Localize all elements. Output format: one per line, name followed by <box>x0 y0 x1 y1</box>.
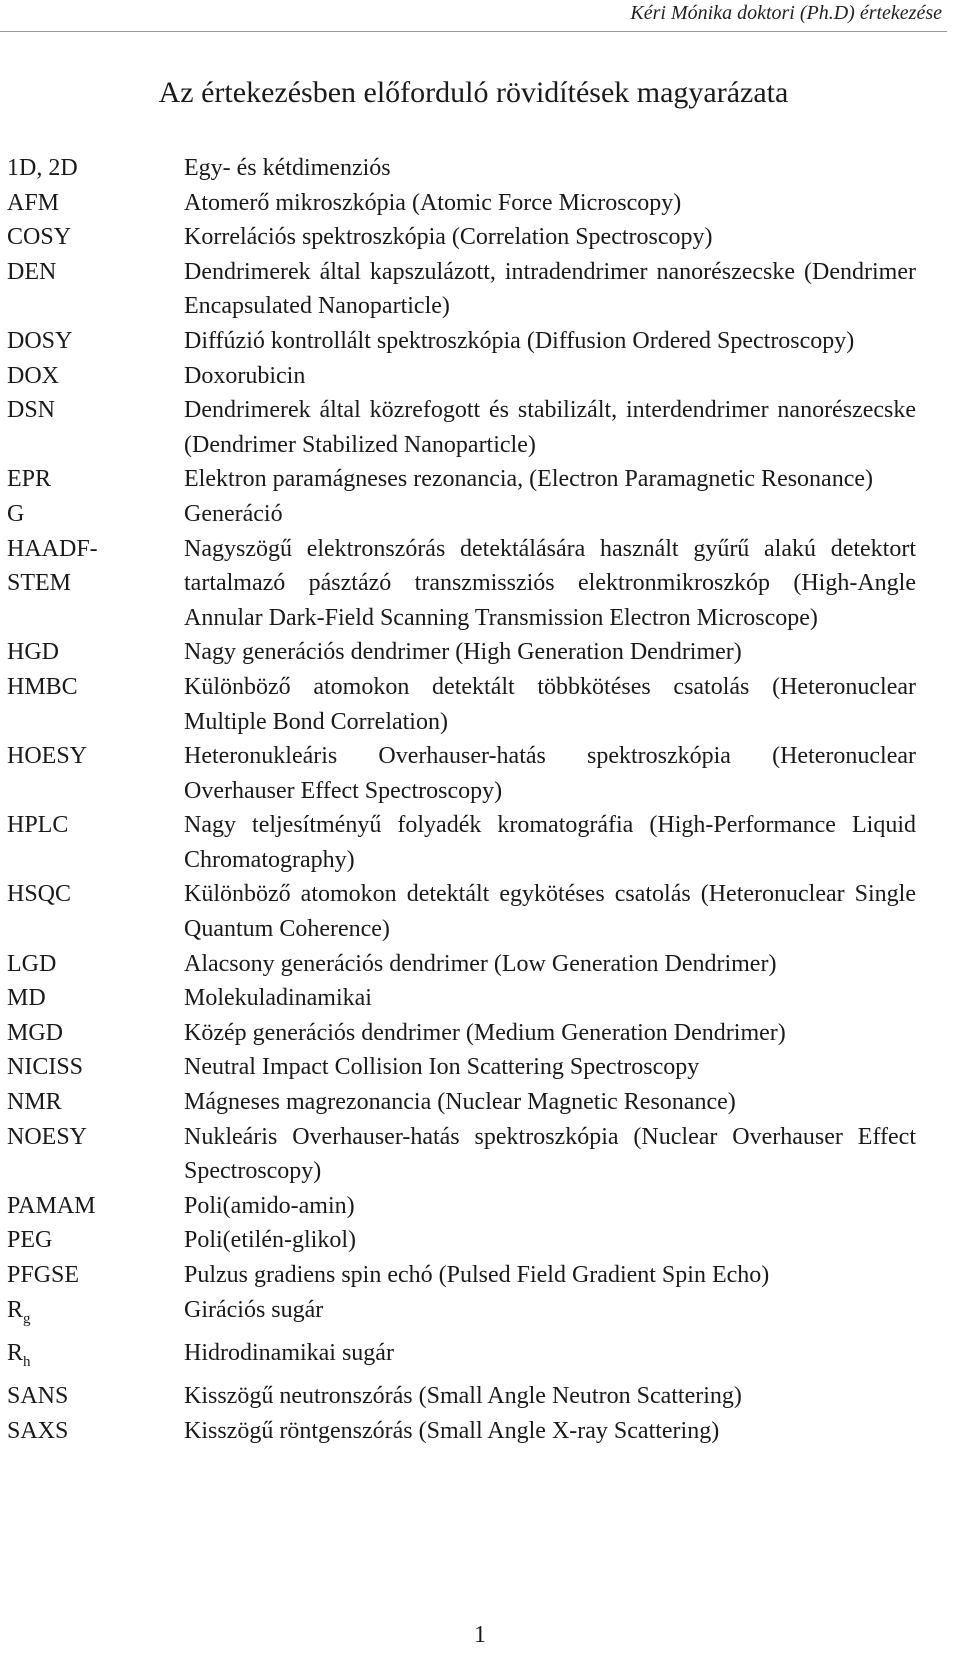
abbreviation-term: NOESY <box>7 1123 88 1150</box>
header-rule <box>0 31 947 32</box>
abbreviation-definition: Girációs sugár <box>184 1296 324 1323</box>
abbreviation-definition: Egy- és kétdimenziós <box>184 155 391 181</box>
abbreviation-definition: Doxorubicin <box>184 362 306 389</box>
abbreviation-definition: Dendrimerek által kapszulázott, intradendrimer nanorészecske (Dendrimer Encapsulated Nanoparticle) <box>184 258 916 320</box>
abbreviation-term: NICISS <box>7 1054 84 1081</box>
abbreviation-entry <box>0 1016 960 1051</box>
abbreviation-term: 1D, 2D <box>7 155 78 181</box>
abbreviation-term: PAMAM <box>7 1192 96 1219</box>
abbreviation-entry <box>0 255 960 324</box>
abbreviation-term: LGD <box>7 950 57 977</box>
abbreviation-term: DEN <box>7 258 57 285</box>
abbreviation-entry <box>0 1293 960 1336</box>
abbreviation-entry <box>0 462 960 497</box>
abbreviation-definition: Különböző atomokon detektált többkötéses csatolás (Heteronuclear Multiple Bond Correlation) <box>184 673 916 735</box>
abbreviation-definition: Korrelációs spektroszkópia (Correlation Spectroscopy) <box>184 224 713 251</box>
abbreviation-term: HSQC <box>7 881 72 908</box>
abbreviation-entry <box>0 1414 960 1449</box>
abbreviation-entry <box>0 670 960 739</box>
abbreviation-entry <box>0 1223 960 1258</box>
abbreviation-definition: Atomerő mikroszkópia (Atomic Force Microscopy) <box>184 189 682 216</box>
abbreviation-term: PFGSE <box>7 1262 80 1288</box>
abbreviation-entry <box>0 151 960 186</box>
abbreviation-definition: Pulzus gradiens spin echó (Pulsed Field Gradient Spin Echo) <box>184 1262 770 1288</box>
abbreviation-term: MD <box>7 985 46 1012</box>
abbreviation-term: $R_g$ <box>7 1296 31 1327</box>
abbreviation-subscript: g <box>23 1310 31 1327</box>
abbreviation-definition: Hidrodinamikai sugár <box>184 1339 394 1366</box>
abbreviation-entry <box>0 1085 960 1120</box>
abbreviation-definition: Poli(amido-amin) <box>184 1192 355 1219</box>
abbreviation-term: COSY <box>7 224 72 251</box>
abbreviation-term: AFM <box>7 189 60 216</box>
page-title: Az értekezésben előforduló rövidítések magyarázata <box>158 76 789 109</box>
abbreviation-term: SANS <box>7 1383 69 1410</box>
abbreviation-definition: Molekuladinamikai <box>184 985 372 1012</box>
abbreviation-definition: Neutral Impact Collision Ion Scattering Spectroscopy <box>184 1054 700 1081</box>
abbreviation-entry <box>0 497 960 532</box>
abbreviation-term: $R_h$ <box>7 1339 31 1370</box>
abbreviation-definition: Kisszögű röntgenszórás (Small Angle X-ray Scattering) <box>184 1417 720 1444</box>
abbreviation-term: HGD <box>7 639 59 666</box>
abbreviation-definition: Mágneses magrezonancia (Nuclear Magnetic Resonance) <box>184 1089 736 1116</box>
abbreviation-subscript: h <box>23 1353 31 1370</box>
abbreviation-entry <box>0 1258 960 1293</box>
abbreviation-definition: Nagyszögű elektronszórás detektálására használt gyűrű alakú detektort tartalmazó pásztázó transzmissziós elektronmikroszkóp (High-Angle Annular Dark-Field Scanning Transmission Electron Microscope) <box>184 535 916 631</box>
abbreviation-entry <box>0 877 960 946</box>
abbreviation-entry <box>0 1379 960 1414</box>
abbreviation-term: PEG <box>7 1227 53 1254</box>
abbreviation-term: SAXS <box>7 1417 69 1444</box>
abbreviation-term: NMR <box>7 1089 62 1116</box>
abbreviation-list <box>0 151 960 1449</box>
abbreviation-definition: Elektron paramágneses rezonancia, (Electron Paramagnetic Resonance) <box>184 466 874 493</box>
abbreviation-definition: Poli(etilén-glikol) <box>184 1227 356 1254</box>
abbreviation-term: HMBC <box>7 673 78 700</box>
abbreviation-definition: Dendrimerek által közrefogott és stabilizált, interdendrimer nanorészecske (Dendrimer Stabilized Nanoparticle) <box>184 397 916 458</box>
abbreviation-entry <box>0 635 960 670</box>
abbreviation-definition: Kisszögű neutronszórás (Small Angle Neutron Scattering) <box>184 1383 742 1410</box>
page-number: 1 <box>474 1622 486 1648</box>
abbreviation-term: HAADF- STEM <box>7 535 98 597</box>
abbreviation-definition: Alacsony generációs dendrimer (Low Generation Dendrimer) <box>184 950 777 977</box>
abbreviation-term: EPR <box>7 466 52 493</box>
abbreviation-definition: Diffúzió kontrollált spektroszkópia (Diffusion Ordered Spectroscopy) <box>184 327 855 354</box>
abbreviation-definition: Nukleáris Overhauser-hatás spektroszkópia (Nuclear Overhauser Effect Spectroscopy) <box>184 1123 916 1185</box>
abbreviation-entry <box>0 324 960 359</box>
abbreviation-entry <box>0 981 960 1016</box>
abbreviation-term: MGD <box>7 1019 64 1046</box>
abbreviation-definition: Nagy teljesítményű folyadék kromatográfia (High-Performance Liquid Chromatography) <box>184 812 916 873</box>
abbreviation-entry <box>0 532 960 636</box>
abbreviation-term: DOX <box>7 362 59 389</box>
abbreviation-term: HPLC <box>7 812 69 839</box>
abbreviation-term: DSN <box>7 397 56 424</box>
abbreviation-entry <box>0 1120 960 1189</box>
abbreviation-entry <box>0 739 960 808</box>
abbreviation-entry <box>0 359 960 394</box>
abbreviation-entry <box>0 1336 960 1379</box>
abbreviation-entry <box>0 186 960 221</box>
abbreviation-definition: Nagy generációs dendrimer (High Generation Dendrimer) <box>184 639 742 666</box>
abbreviation-term: HOESY <box>7 743 88 770</box>
abbreviation-entry <box>0 220 960 255</box>
abbreviation-definition: Különböző atomokon detektált egykötéses csatolás (Heteronuclear Single Quantum Coherence) <box>184 881 916 943</box>
abbreviation-entry <box>0 1050 960 1085</box>
abbreviation-term: G <box>7 500 25 527</box>
abbreviation-definition: Generáció <box>184 500 283 527</box>
running-header: Kéri Mónika doktori (Ph.D) értekezése <box>630 2 942 24</box>
abbreviation-entry <box>0 1189 960 1224</box>
abbreviation-definition: Heteronukleáris Overhauser-hatás spektroszkópia (Heteronuclear Overhauser Effect Spectroscopy) <box>184 743 916 804</box>
abbreviation-definition: Közép generációs dendrimer (Medium Generation Dendrimer) <box>184 1019 786 1046</box>
abbreviation-entry <box>0 393 960 462</box>
abbreviation-term: DOSY <box>7 327 73 354</box>
abbreviation-entry <box>0 808 960 877</box>
abbreviation-entry <box>0 947 960 982</box>
